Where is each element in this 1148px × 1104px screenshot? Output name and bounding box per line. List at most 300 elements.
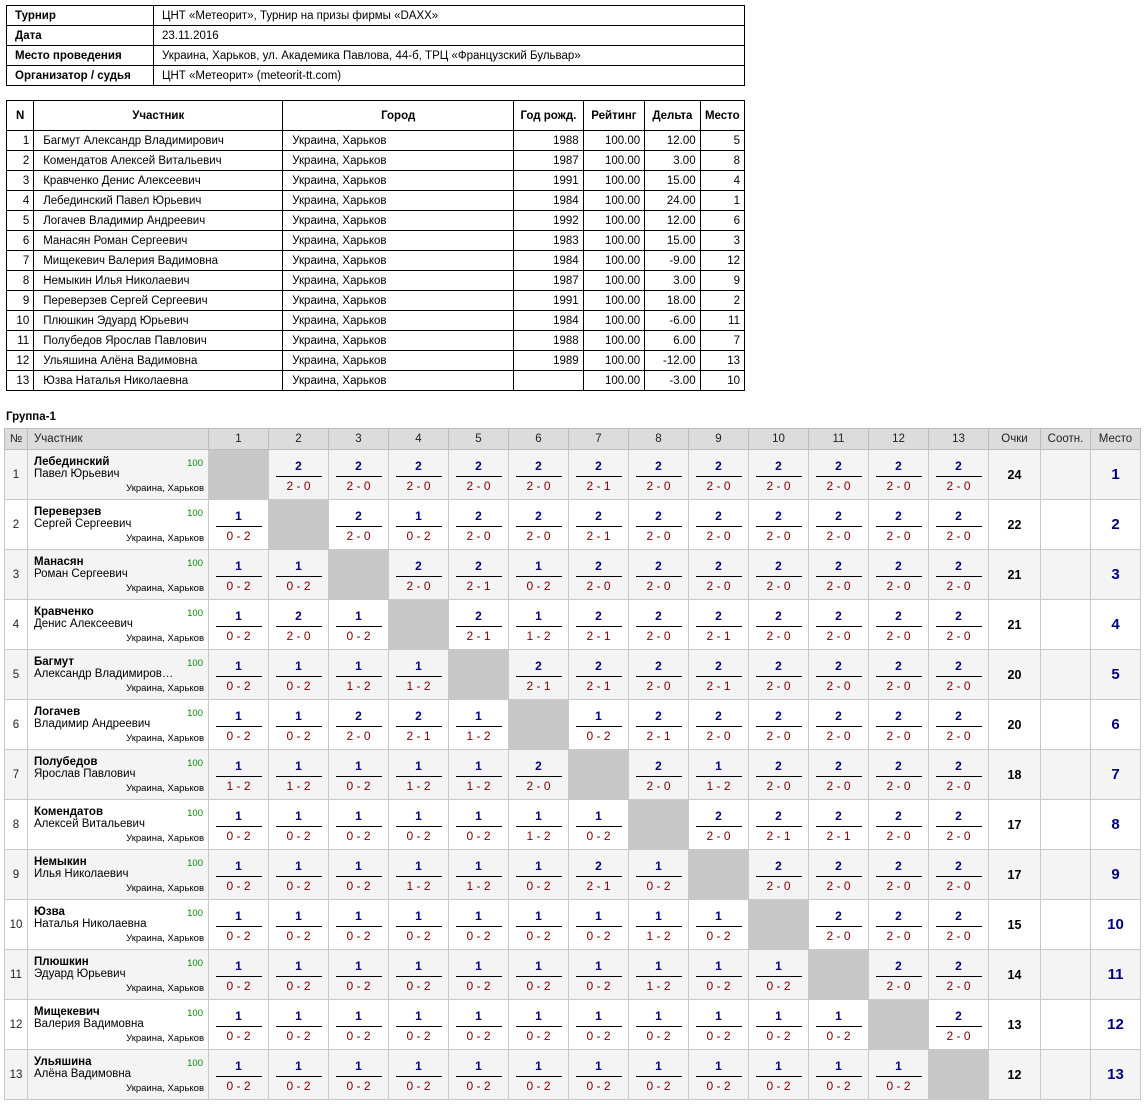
match-score: 0 - 2 — [286, 878, 311, 893]
match-points: 1 — [415, 1058, 422, 1073]
match-points: 2 — [955, 558, 962, 573]
participant-city: Украина, Харьков — [283, 251, 514, 271]
match-points: 1 — [475, 1058, 482, 1073]
match-points: 1 — [715, 1058, 722, 1073]
match-cell — [869, 800, 929, 850]
match-divider — [636, 626, 682, 627]
match-points: 1 — [235, 658, 242, 673]
player-last-name: Комендатов — [34, 806, 104, 818]
match-divider — [336, 1026, 382, 1027]
match-score: 1 - 2 — [466, 878, 491, 893]
match-points: 1 — [715, 758, 722, 773]
player-rating: 100 — [187, 508, 203, 519]
match-divider — [636, 476, 682, 477]
match-points: 2 — [595, 858, 602, 873]
match-points: 2 — [895, 708, 902, 723]
match-cell — [329, 750, 389, 800]
match-cell — [329, 500, 389, 550]
group-title: Группа-1 — [6, 411, 56, 423]
match-cell — [509, 900, 569, 950]
participant-place: 1 — [700, 191, 744, 211]
participant-city: Украина, Харьков — [283, 311, 514, 331]
match-cell — [629, 650, 689, 700]
participant-name: Комендатов Алексей Витальевич — [34, 151, 283, 171]
col-header-opponent: 8 — [629, 429, 689, 450]
match-points: 1 — [415, 958, 422, 973]
match-divider — [396, 876, 442, 877]
participant-place: 13 — [700, 351, 744, 371]
player-first-name: Александр Владимирович — [34, 668, 174, 680]
match-cell — [449, 450, 509, 500]
match-divider — [696, 476, 742, 477]
match-points: 1 — [595, 908, 602, 923]
match-divider — [876, 976, 922, 977]
match-cell — [629, 750, 689, 800]
final-place: 9 — [1091, 850, 1141, 900]
match-points: 2 — [295, 458, 302, 473]
match-points: 2 — [835, 508, 842, 523]
participant-delta: 24.00 — [645, 191, 700, 211]
match-score: 0 - 2 — [706, 1028, 731, 1043]
match-score: 0 - 2 — [586, 928, 611, 943]
participant-birth-year: 1989 — [514, 351, 584, 371]
match-divider — [816, 476, 862, 477]
player-rating: 100 — [187, 908, 203, 919]
player-city: Украина, Харьков — [126, 733, 204, 744]
match-divider — [696, 626, 742, 627]
match-points: 1 — [235, 858, 242, 873]
match-points: 2 — [835, 808, 842, 823]
match-divider — [936, 526, 982, 527]
participant-number: 11 — [7, 331, 34, 351]
match-points: 2 — [775, 608, 782, 623]
info-value: 23.11.2016 — [154, 26, 745, 46]
match-score: 2 - 0 — [886, 978, 911, 993]
match-divider — [216, 676, 262, 677]
match-score: 1 - 2 — [226, 778, 251, 793]
match-score: 2 - 0 — [406, 578, 431, 593]
match-score: 2 - 1 — [706, 628, 731, 643]
match-divider — [876, 776, 922, 777]
match-divider — [696, 776, 742, 777]
match-points: 2 — [355, 708, 362, 723]
match-cell — [389, 1000, 449, 1050]
player-last-name: Переверзев — [34, 506, 102, 518]
match-cell — [629, 700, 689, 750]
match-points: 1 — [295, 808, 302, 823]
match-points: 2 — [895, 508, 902, 523]
match-cell — [629, 550, 689, 600]
match-score: 2 - 0 — [826, 628, 851, 643]
match-cell — [389, 750, 449, 800]
tournament-info-table — [6, 5, 745, 86]
match-score: 0 - 2 — [226, 578, 251, 593]
match-points: 1 — [535, 908, 542, 923]
match-divider — [516, 776, 562, 777]
match-divider — [696, 576, 742, 577]
participant-rating: 100.00 — [583, 231, 645, 251]
row-number: 7 — [5, 750, 28, 800]
match-points: 1 — [595, 958, 602, 973]
match-score: 0 - 2 — [226, 1078, 251, 1093]
match-divider — [336, 826, 382, 827]
participant-place: 3 — [700, 231, 744, 251]
match-points: 1 — [415, 858, 422, 873]
match-points: 1 — [595, 1058, 602, 1073]
participant-place: 5 — [700, 131, 744, 151]
match-divider — [516, 926, 562, 927]
match-cell — [329, 700, 389, 750]
player-last-name: Полубедов — [34, 756, 98, 768]
match-score: 0 - 2 — [226, 1028, 251, 1043]
match-cell — [269, 750, 329, 800]
match-score: 0 - 2 — [586, 978, 611, 993]
match-score: 2 - 0 — [766, 478, 791, 493]
match-score: 2 - 0 — [886, 878, 911, 893]
participant-number: 1 — [7, 131, 34, 151]
match-score: 2 - 0 — [946, 878, 971, 893]
player-last-name: Багмут — [34, 656, 74, 668]
match-points: 1 — [235, 1008, 242, 1023]
match-divider — [936, 726, 982, 727]
match-points: 2 — [955, 958, 962, 973]
self-cell — [629, 800, 689, 850]
self-cell — [929, 1050, 989, 1100]
match-points: 2 — [655, 508, 662, 523]
match-points: 2 — [475, 508, 482, 523]
match-cell — [269, 950, 329, 1000]
match-points: 1 — [475, 1008, 482, 1023]
match-points: 2 — [955, 508, 962, 523]
match-points: 2 — [355, 508, 362, 523]
match-score: 0 - 2 — [226, 528, 251, 543]
match-score: 2 - 1 — [586, 478, 611, 493]
match-score: 2 - 0 — [886, 528, 911, 543]
table-row — [7, 291, 745, 311]
match-score: 2 - 0 — [526, 528, 551, 543]
match-cell — [569, 1050, 629, 1100]
table-row — [5, 800, 1141, 850]
match-score: 2 - 0 — [886, 928, 911, 943]
match-points: 2 — [835, 708, 842, 723]
info-row — [7, 6, 745, 26]
match-points: 2 — [895, 958, 902, 973]
match-points: 2 — [595, 508, 602, 523]
participants-table — [6, 100, 745, 391]
match-points: 1 — [715, 908, 722, 923]
match-score: 2 - 0 — [766, 878, 791, 893]
match-cell — [929, 550, 989, 600]
match-divider — [636, 1026, 682, 1027]
participant-birth-year: 1988 — [514, 331, 584, 351]
player-cell — [28, 1000, 209, 1050]
match-cell — [509, 1050, 569, 1100]
match-divider — [516, 526, 562, 527]
match-points: 1 — [595, 1008, 602, 1023]
match-cell — [269, 1000, 329, 1050]
match-points: 1 — [475, 908, 482, 923]
match-divider — [276, 476, 322, 477]
match-score: 0 - 2 — [526, 1028, 551, 1043]
match-cell — [209, 500, 269, 550]
match-score: 2 - 0 — [766, 678, 791, 693]
match-score: 2 - 0 — [466, 478, 491, 493]
match-score: 2 - 0 — [826, 528, 851, 543]
final-place: 7 — [1091, 750, 1141, 800]
table-row — [7, 151, 745, 171]
match-score: 2 - 0 — [826, 878, 851, 893]
info-value: ЦНТ «Метеорит» (meteorit-tt.com) — [154, 66, 745, 86]
match-score: 0 - 2 — [286, 678, 311, 693]
player-city: Украина, Харьков — [126, 533, 204, 544]
match-score: 0 - 2 — [766, 978, 791, 993]
match-cell — [569, 650, 629, 700]
match-cell — [809, 500, 869, 550]
match-points: 2 — [655, 758, 662, 773]
match-divider — [816, 876, 862, 877]
match-points: 2 — [955, 908, 962, 923]
match-score: 0 - 2 — [346, 1028, 371, 1043]
match-score: 2 - 0 — [646, 578, 671, 593]
match-score: 2 - 0 — [466, 528, 491, 543]
ratio-cell — [1041, 550, 1091, 600]
match-divider — [216, 976, 262, 977]
row-number: 10 — [5, 900, 28, 950]
match-score: 0 - 2 — [706, 928, 731, 943]
match-score: 0 - 2 — [406, 978, 431, 993]
match-score: 2 - 0 — [826, 778, 851, 793]
match-points: 1 — [235, 558, 242, 573]
match-divider — [936, 676, 982, 677]
match-score: 2 - 1 — [586, 628, 611, 643]
match-cell — [869, 600, 929, 650]
match-divider — [396, 476, 442, 477]
match-divider — [336, 876, 382, 877]
match-points: 2 — [595, 458, 602, 473]
match-cell — [269, 600, 329, 650]
player-city: Украина, Харьков — [126, 783, 204, 794]
match-score: 2 - 1 — [586, 878, 611, 893]
match-score: 2 - 1 — [706, 678, 731, 693]
match-divider — [576, 1026, 622, 1027]
match-score: 2 - 0 — [646, 778, 671, 793]
match-divider — [756, 726, 802, 727]
match-cell — [509, 750, 569, 800]
total-points: 18 — [989, 750, 1041, 800]
match-divider — [276, 626, 322, 627]
match-divider — [816, 626, 862, 627]
table-row — [5, 1000, 1141, 1050]
match-cell — [929, 500, 989, 550]
match-points: 2 — [775, 658, 782, 673]
match-points: 1 — [295, 708, 302, 723]
participant-name: Багмут Александр Владимирович — [34, 131, 283, 151]
match-divider — [816, 926, 862, 927]
match-cell — [749, 1050, 809, 1100]
match-score: 0 - 2 — [646, 878, 671, 893]
player-cell — [28, 600, 209, 650]
match-cell — [869, 650, 929, 700]
match-points: 2 — [595, 658, 602, 673]
final-place: 12 — [1091, 1000, 1141, 1050]
match-cell — [509, 950, 569, 1000]
match-points: 2 — [475, 558, 482, 573]
match-points: 1 — [235, 708, 242, 723]
match-cell — [869, 750, 929, 800]
match-score: 1 - 2 — [466, 778, 491, 793]
match-divider — [216, 776, 262, 777]
match-points: 2 — [775, 708, 782, 723]
player-first-name: Валерия Вадимовна — [34, 1018, 144, 1030]
match-score: 2 - 0 — [886, 828, 911, 843]
match-divider — [516, 826, 562, 827]
match-score: 2 - 1 — [826, 828, 851, 843]
participant-number: 3 — [7, 171, 34, 191]
match-divider — [576, 676, 622, 677]
match-cell — [689, 550, 749, 600]
match-cell — [449, 900, 509, 950]
participant-delta: 15.00 — [645, 171, 700, 191]
match-points: 1 — [295, 558, 302, 573]
match-points: 1 — [355, 958, 362, 973]
player-first-name: Роман Сергеевич — [34, 568, 128, 580]
match-points: 1 — [415, 1008, 422, 1023]
match-points: 2 — [715, 808, 722, 823]
match-cell — [869, 550, 929, 600]
match-cell — [749, 700, 809, 750]
match-points: 1 — [715, 958, 722, 973]
match-points: 1 — [475, 758, 482, 773]
match-cell — [269, 700, 329, 750]
participant-number: 9 — [7, 291, 34, 311]
match-points: 1 — [355, 758, 362, 773]
match-points: 2 — [655, 458, 662, 473]
match-divider — [516, 876, 562, 877]
match-cell — [209, 550, 269, 600]
participant-name: Полубедов Ярослав Павлович — [34, 331, 283, 351]
participant-delta: 18.00 — [645, 291, 700, 311]
row-number: 8 — [5, 800, 28, 850]
player-rating: 100 — [187, 1008, 203, 1019]
match-score: 2 - 1 — [586, 678, 611, 693]
match-cell — [269, 900, 329, 950]
final-place: 6 — [1091, 700, 1141, 750]
match-points: 2 — [835, 908, 842, 923]
match-cell — [749, 950, 809, 1000]
match-score: 2 - 0 — [706, 828, 731, 843]
player-first-name: Денис Алексеевич — [34, 618, 133, 630]
ratio-cell — [1041, 950, 1091, 1000]
match-cell — [509, 450, 569, 500]
match-score: 0 - 2 — [826, 1078, 851, 1093]
participant-name: Плюшкин Эдуард Юрьевич — [34, 311, 283, 331]
match-cell — [749, 1000, 809, 1050]
match-divider — [816, 676, 862, 677]
player-city: Украина, Харьков — [126, 1033, 204, 1044]
match-points: 2 — [535, 458, 542, 473]
match-score: 2 - 0 — [646, 528, 671, 543]
final-place: 11 — [1091, 950, 1141, 1000]
match-points: 2 — [415, 558, 422, 573]
col-header-rating: Рейтинг — [583, 101, 645, 131]
match-points: 1 — [655, 1058, 662, 1073]
match-points: 1 — [415, 658, 422, 673]
match-divider — [216, 576, 262, 577]
match-points: 1 — [535, 558, 542, 573]
self-cell — [809, 950, 869, 1000]
match-score: 2 - 0 — [946, 628, 971, 643]
match-score: 2 - 0 — [646, 678, 671, 693]
player-first-name: Ярослав Павлович — [34, 768, 136, 780]
match-divider — [696, 1076, 742, 1077]
match-score: 0 - 2 — [886, 1078, 911, 1093]
match-score: 2 - 0 — [826, 728, 851, 743]
col-header-opponent: 5 — [449, 429, 509, 450]
match-cell — [629, 600, 689, 650]
info-label: Турнир — [7, 6, 154, 26]
match-points: 2 — [535, 658, 542, 673]
match-score: 2 - 0 — [586, 578, 611, 593]
match-points: 2 — [895, 558, 902, 573]
self-cell — [869, 1000, 929, 1050]
info-row — [7, 66, 745, 86]
col-header-opponent: 3 — [329, 429, 389, 450]
match-score: 2 - 0 — [886, 628, 911, 643]
match-points: 2 — [955, 458, 962, 473]
match-score: 1 - 2 — [646, 928, 671, 943]
match-cell — [389, 500, 449, 550]
match-points: 2 — [895, 908, 902, 923]
match-divider — [276, 826, 322, 827]
self-cell — [389, 600, 449, 650]
table-row — [5, 550, 1141, 600]
match-score: 0 - 2 — [346, 878, 371, 893]
match-score: 0 - 2 — [406, 928, 431, 943]
player-cell — [28, 650, 209, 700]
match-points: 1 — [595, 808, 602, 823]
match-points: 1 — [295, 858, 302, 873]
match-score: 1 - 2 — [406, 778, 431, 793]
self-cell — [209, 450, 269, 500]
match-cell — [869, 500, 929, 550]
participant-name: Юзва Наталья Николаевна — [34, 371, 283, 391]
match-cell — [809, 850, 869, 900]
match-points: 1 — [475, 708, 482, 723]
match-cell — [869, 950, 929, 1000]
match-points: 2 — [415, 458, 422, 473]
match-cell — [269, 1050, 329, 1100]
player-rating: 100 — [187, 958, 203, 969]
row-number: 5 — [5, 650, 28, 700]
final-place: 2 — [1091, 500, 1141, 550]
match-divider — [876, 826, 922, 827]
match-cell — [689, 1000, 749, 1050]
player-rating: 100 — [187, 1058, 203, 1069]
match-score: 0 - 2 — [406, 828, 431, 843]
match-cell — [929, 750, 989, 800]
table-row — [5, 1050, 1141, 1100]
match-cell — [689, 450, 749, 500]
match-cell — [689, 500, 749, 550]
match-divider — [816, 776, 862, 777]
match-cell — [629, 450, 689, 500]
match-divider — [336, 926, 382, 927]
participant-number: 7 — [7, 251, 34, 271]
match-divider — [516, 476, 562, 477]
col-header-opponent: 13 — [929, 429, 989, 450]
total-points: 24 — [989, 450, 1041, 500]
player-rating: 100 — [187, 608, 203, 619]
